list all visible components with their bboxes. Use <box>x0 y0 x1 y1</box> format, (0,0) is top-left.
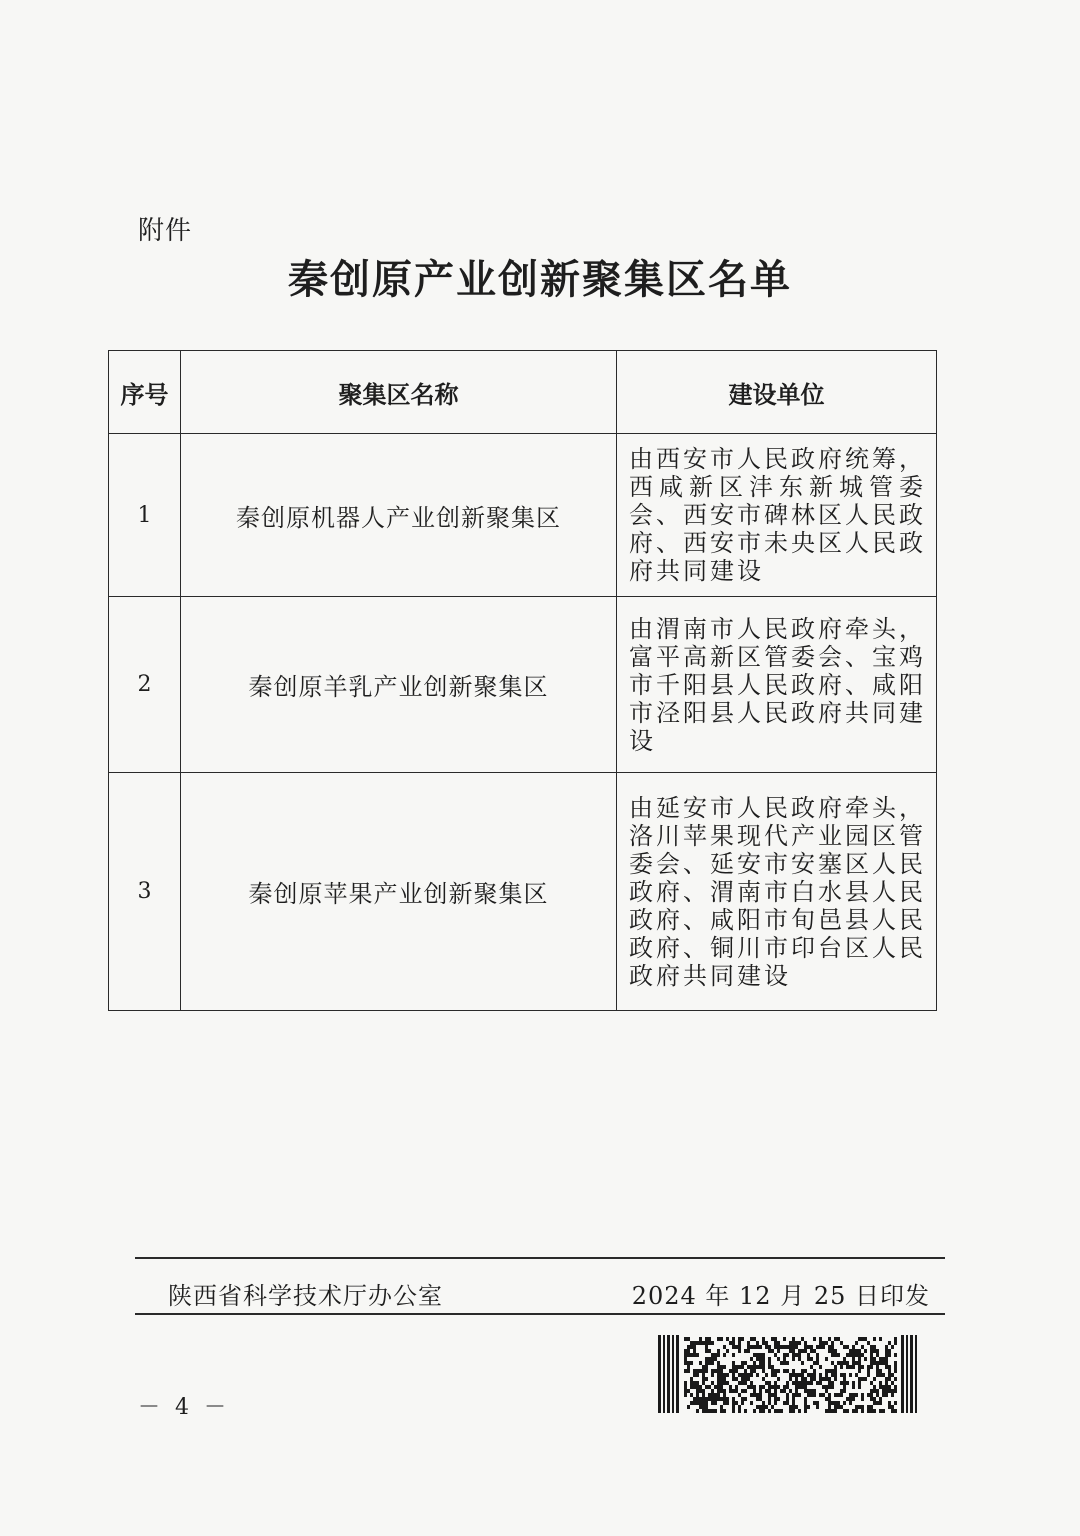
row-cluster-name: 秦创原机器人产业创新聚集区 <box>181 434 617 597</box>
footer-top-rule <box>135 1257 945 1259</box>
page-number: － 4 － <box>138 1395 230 1420</box>
row-construction-unit: 由西安市人民政府统筹，西咸新区沣东新城管委会、西安市碑林区人民政府、西安市未央区人民政府共同建设 <box>617 434 937 597</box>
issue-date: 2024 年 12 月 25 日印发 <box>631 1282 930 1310</box>
header-cluster-name: 聚集区名称 <box>181 351 617 434</box>
row-construction-unit: 由渭南市人民政府牵头，富平高新区管委会、宝鸡市千阳县人民政府、咸阳市泾阳县人民政府共同建设 <box>617 597 937 773</box>
header-construction-unit: 建设单位 <box>617 351 937 434</box>
table-header-row <box>109 351 937 434</box>
row-construction-unit: 由延安市人民政府牵头，洛川苹果现代产业园区管委会、延安市安塞区人民政府、渭南市白水县人民政府、咸阳市旬邑县人民政府、铜川市印台区人民政府共同建设 <box>617 773 937 1011</box>
attachment-label: 附件 <box>138 216 193 246</box>
page-title: 秦创原产业创新聚集区名单 <box>288 257 792 303</box>
header-serial-number: 序号 <box>109 351 181 434</box>
row-serial-number: 3 <box>109 773 181 1011</box>
cluster-list-table <box>108 350 937 1011</box>
row-serial-number: 2 <box>109 597 181 773</box>
row-cluster-name: 秦创原苹果产业创新聚集区 <box>181 773 617 1011</box>
table-row <box>109 597 937 773</box>
row-serial-number: 1 <box>109 434 181 597</box>
issuing-office: 陕西省科学技术厅办公室 <box>168 1282 443 1310</box>
footer-bottom-rule <box>135 1313 945 1315</box>
table-row <box>109 773 937 1011</box>
barcode <box>658 1335 920 1413</box>
table-row <box>109 434 937 597</box>
row-cluster-name: 秦创原羊乳产业创新聚集区 <box>181 597 617 773</box>
